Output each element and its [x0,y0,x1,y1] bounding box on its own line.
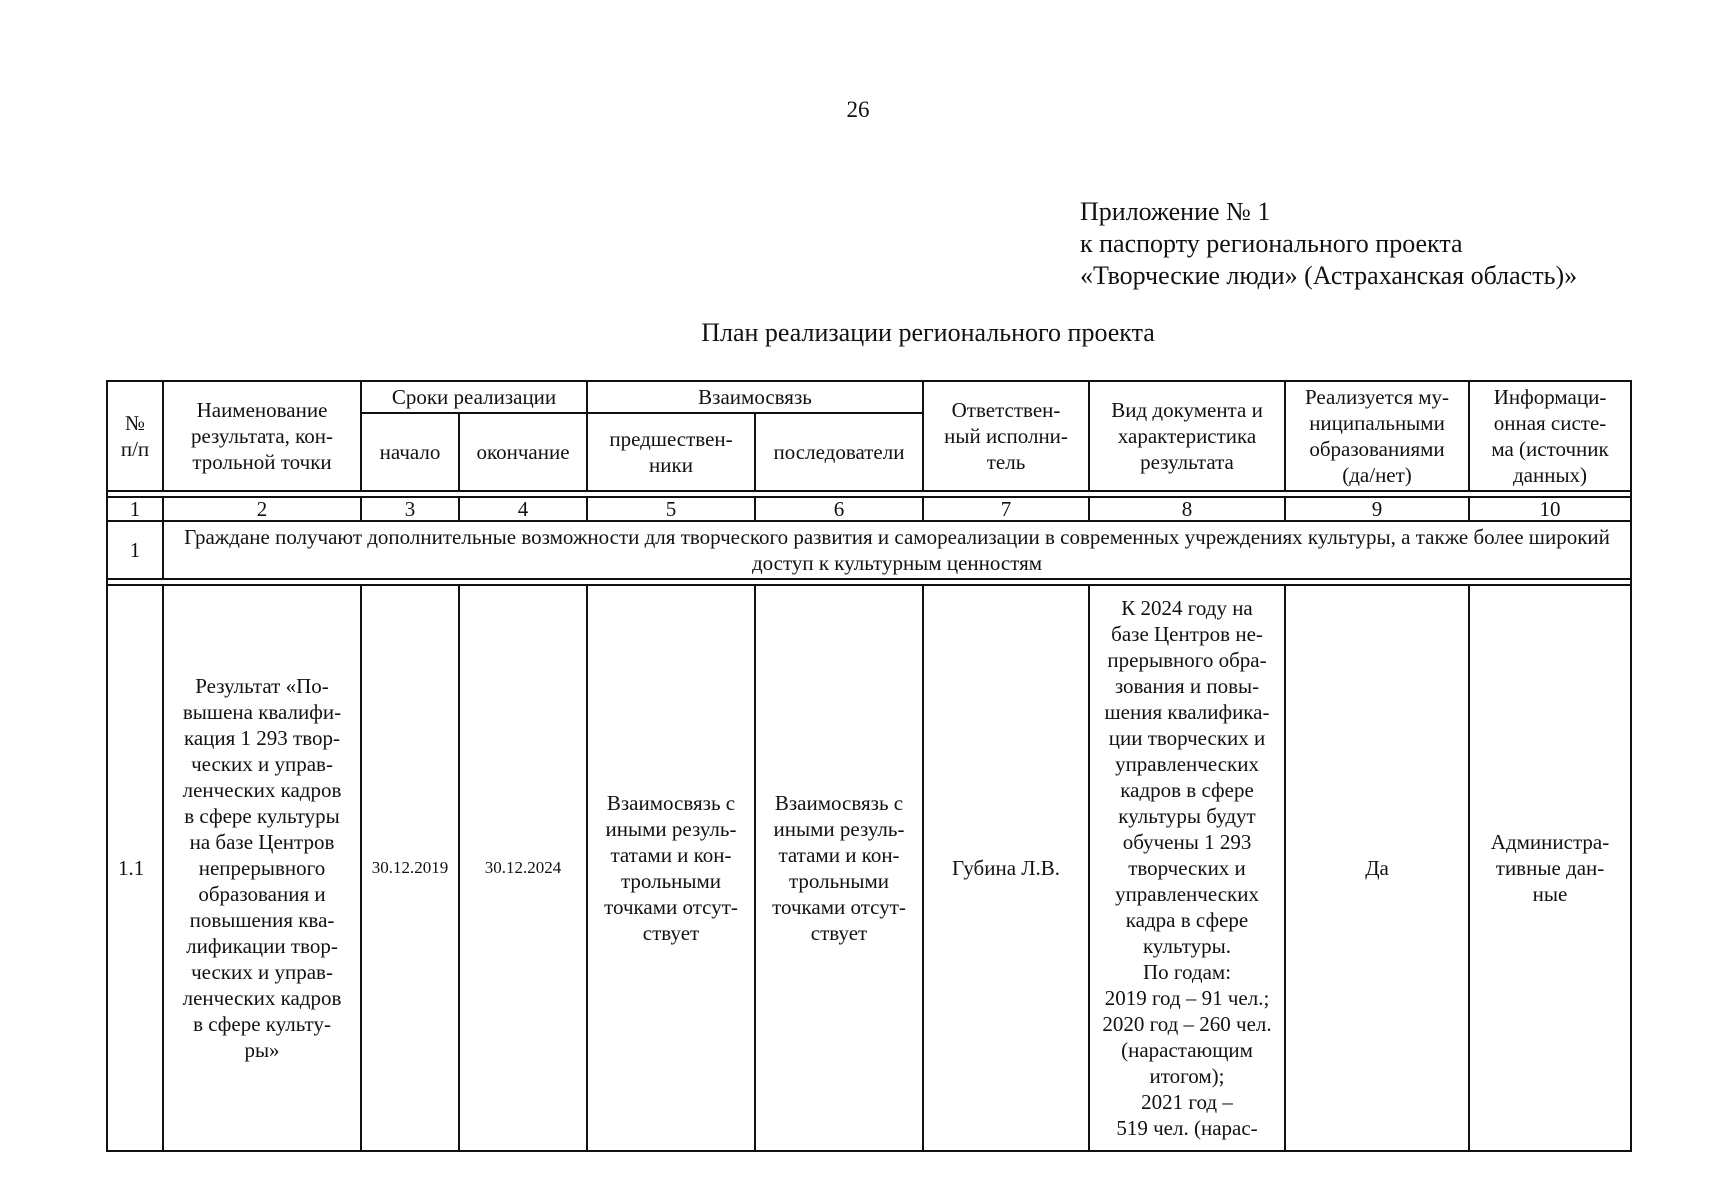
column-number: 6 [755,497,923,521]
row-document: К 2024 году на базе Центров не- прерывного обра- зования и повы- шения квалифика- ции творческих и управленческих кадров в сфере культуры будут обучены 1 293 творческих и управленческих кадра в сфере культуры. По годам: 2019 год – 91 чел.; 2020 год – 260 чел. (нарастающим итогом); 2021 год – 519 чел. (нарас- [1089,585,1285,1151]
column-number: 3 [361,497,459,521]
goal-row [107,521,1631,579]
plan-table [106,380,1632,1152]
header-responsible: Ответствен- ный исполни- тель [923,381,1089,491]
row-end-date: 30.12.2024 [459,585,587,1151]
column-number-row [107,497,1631,521]
row-municipal: Да [1285,585,1469,1151]
header-successors: последователи [755,413,923,491]
header-info-system: Информаци- онная систе- ма (источник данных) [1469,381,1631,491]
header-end: окончание [459,413,587,491]
header-start: начало [361,413,459,491]
column-number: 8 [1089,497,1285,521]
row-num: 1.1 [107,585,163,1151]
header-num: № п/п [107,381,163,491]
appendix-heading [1080,196,1577,292]
header-predecessors: предшествен- ники [587,413,755,491]
column-number: 7 [923,497,1089,521]
row-successors: Взаимосвязь с иными резуль- татами и кон- трольными точками отсут- ствует [755,585,923,1151]
header-name: Наименование результата, кон- трольной точки [163,381,361,491]
goal-text: Граждане получают дополнительные возможности для творческого развития и самореализации в современных учреждениях культуры, а также более широкий доступ к культурным ценностям [163,521,1631,579]
column-number: 9 [1285,497,1469,521]
appendix-line: «Творческие люди» (Астраханская область)» [1080,261,1578,290]
page-number: 26 [846,97,870,122]
row-start-date: 30.12.2019 [361,585,459,1151]
table-row [107,585,1631,1151]
column-number: 2 [163,497,361,521]
appendix-line: Приложение № 1 [1080,197,1271,226]
column-number: 10 [1469,497,1631,521]
goal-num: 1 [107,521,163,579]
header-relation: Взаимосвязь [587,381,923,413]
row-predecessors: Взаимосвязь с иными резуль- татами и кон- трольными точками отсут- ствует [587,585,755,1151]
column-number: 1 [107,497,163,521]
header-document: Вид документа и характеристика результата [1089,381,1285,491]
plan-title: План реализации регионального проекта [701,318,1155,347]
row-name: Результат «По- вышена квалифи- кация 1 293 твор- ческих и управ- ленческих кадров в сфере культуры на базе Центров непрерывного образования и повышения ква- лификации твор- ческих и управ- ленческих кадров в сфере культу- ры» [163,585,361,1151]
column-number: 5 [587,497,755,521]
column-number: 4 [459,497,587,521]
appendix-line: к паспорту регионального проекта [1080,229,1463,258]
header-terms: Сроки реализации [361,381,587,413]
header-municipal: Реализуется му- ниципальными образованиями (да/нет) [1285,381,1469,491]
row-info-system: Администра- тивные дан- ные [1469,585,1631,1151]
row-responsible: Губина Л.В. [923,585,1089,1151]
